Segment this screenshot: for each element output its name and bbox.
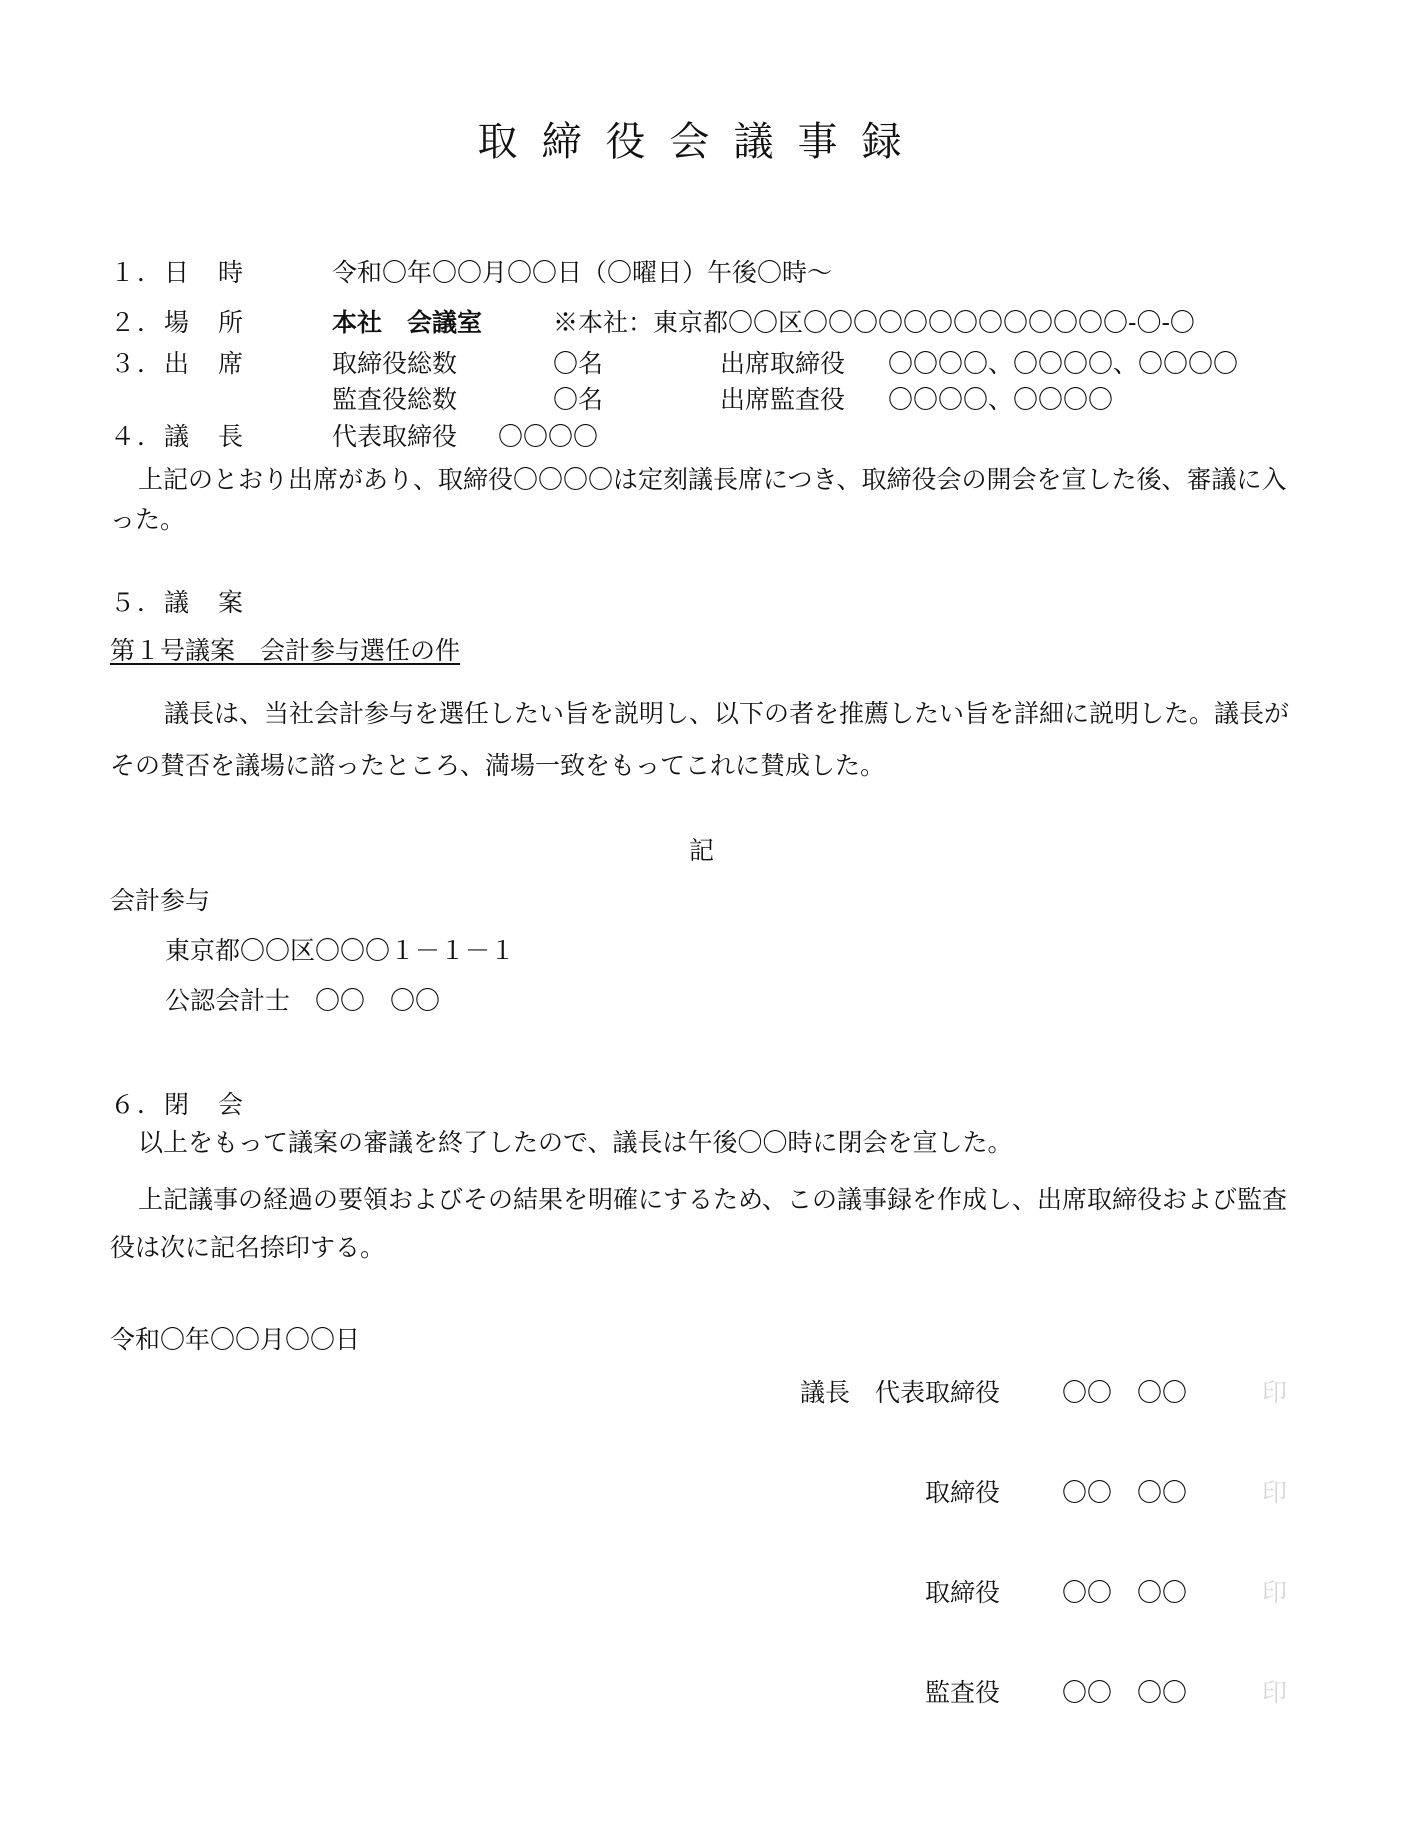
signature-name-auditor: 〇〇 〇〇 <box>1062 1678 1188 1707</box>
opening-paragraph: 上記のとおり出席があり、取締役〇〇〇〇は定刻議長席につき、取締役会の開会を宣した後、審議に入った。 <box>110 465 1287 534</box>
closing-text-2: 上記議事の経過の要領およびその結果を明確にするため、この議事録を作成し、出席取締役および監査役は次に記名捺印する。 <box>110 1185 1288 1262</box>
signature-name-director-2: 〇〇 〇〇 <box>1062 1578 1188 1607</box>
directors-total-count: 〇名 <box>553 349 604 378</box>
seal-mark-director-1: 印 <box>1262 1478 1288 1507</box>
closing-label: ６．閉 会 <box>110 1090 246 1119</box>
datetime-value: 令和〇年〇〇月〇〇日（〇曜日）午後〇時～ <box>332 258 833 287</box>
appointee-heading: 会計参与 <box>110 886 211 915</box>
agenda-item-title: 第１号議案 会計参与選任の件 <box>110 636 461 665</box>
agenda-body: 議長は、当社会計参与を選任したい旨を説明し、以下の者を推薦したい旨を詳細に説明した。議長がその賛否を議場に諮ったところ、満場一致をもってこれに賛成した。 <box>110 699 1290 780</box>
directors-total-label: 取締役総数 <box>332 349 458 378</box>
place-label: ２．場 所 <box>110 308 246 337</box>
signature-name-chair: 〇〇 〇〇 <box>1062 1378 1188 1407</box>
datetime-label: １．日 時 <box>110 258 246 287</box>
chair-label: ４．議 長 <box>110 422 246 451</box>
agenda-label: ５．議 案 <box>110 588 246 617</box>
chair-role: 代表取締役 <box>332 422 458 451</box>
signature-role-auditor: 監査役 <box>924 1678 1000 1707</box>
document-date: 令和〇年〇〇月〇〇日 <box>110 1325 361 1354</box>
closing-text-1: 以上をもって議案の審議を終了したので、議長は午後〇〇時に閉会を宣した。 <box>138 1128 1013 1157</box>
chair-name: 〇〇〇〇 <box>498 422 599 451</box>
auditors-total-label: 監査役総数 <box>332 385 458 414</box>
seal-mark-director-2: 印 <box>1262 1578 1288 1607</box>
attendance-label: ３．出 席 <box>110 349 246 378</box>
appointee-address: 東京都〇〇区〇〇〇１－１－１ <box>165 936 516 965</box>
appointee-name: 公認会計士 〇〇 〇〇 <box>165 986 441 1015</box>
signature-role-director-2: 取締役 <box>924 1578 1000 1607</box>
ki-mark: 記 <box>688 836 714 865</box>
auditors-total-count: 〇名 <box>553 385 604 414</box>
seal-mark-chair: 印 <box>1262 1378 1288 1407</box>
seal-mark-auditor: 印 <box>1262 1678 1288 1707</box>
attending-auditors-names: 〇〇〇〇、〇〇〇〇 <box>888 385 1114 414</box>
place-address-note: ※本社：東京都〇〇区〇〇〇〇〇〇〇〇〇〇〇〇〇-〇-〇 <box>553 308 1195 337</box>
document-title: 取締役会議事録 <box>477 119 926 165</box>
attending-directors-label: 出席取締役 <box>720 349 846 378</box>
attending-auditors-label: 出席監査役 <box>720 385 846 414</box>
signature-role-director-1: 取締役 <box>924 1478 1000 1507</box>
attending-directors-names: 〇〇〇〇、〇〇〇〇、〇〇〇〇 <box>888 349 1239 378</box>
signature-role-chair: 議長 代表取締役 <box>799 1378 1000 1407</box>
place-value: 本社 会議室 <box>332 308 483 337</box>
signature-name-director-1: 〇〇 〇〇 <box>1062 1478 1188 1507</box>
